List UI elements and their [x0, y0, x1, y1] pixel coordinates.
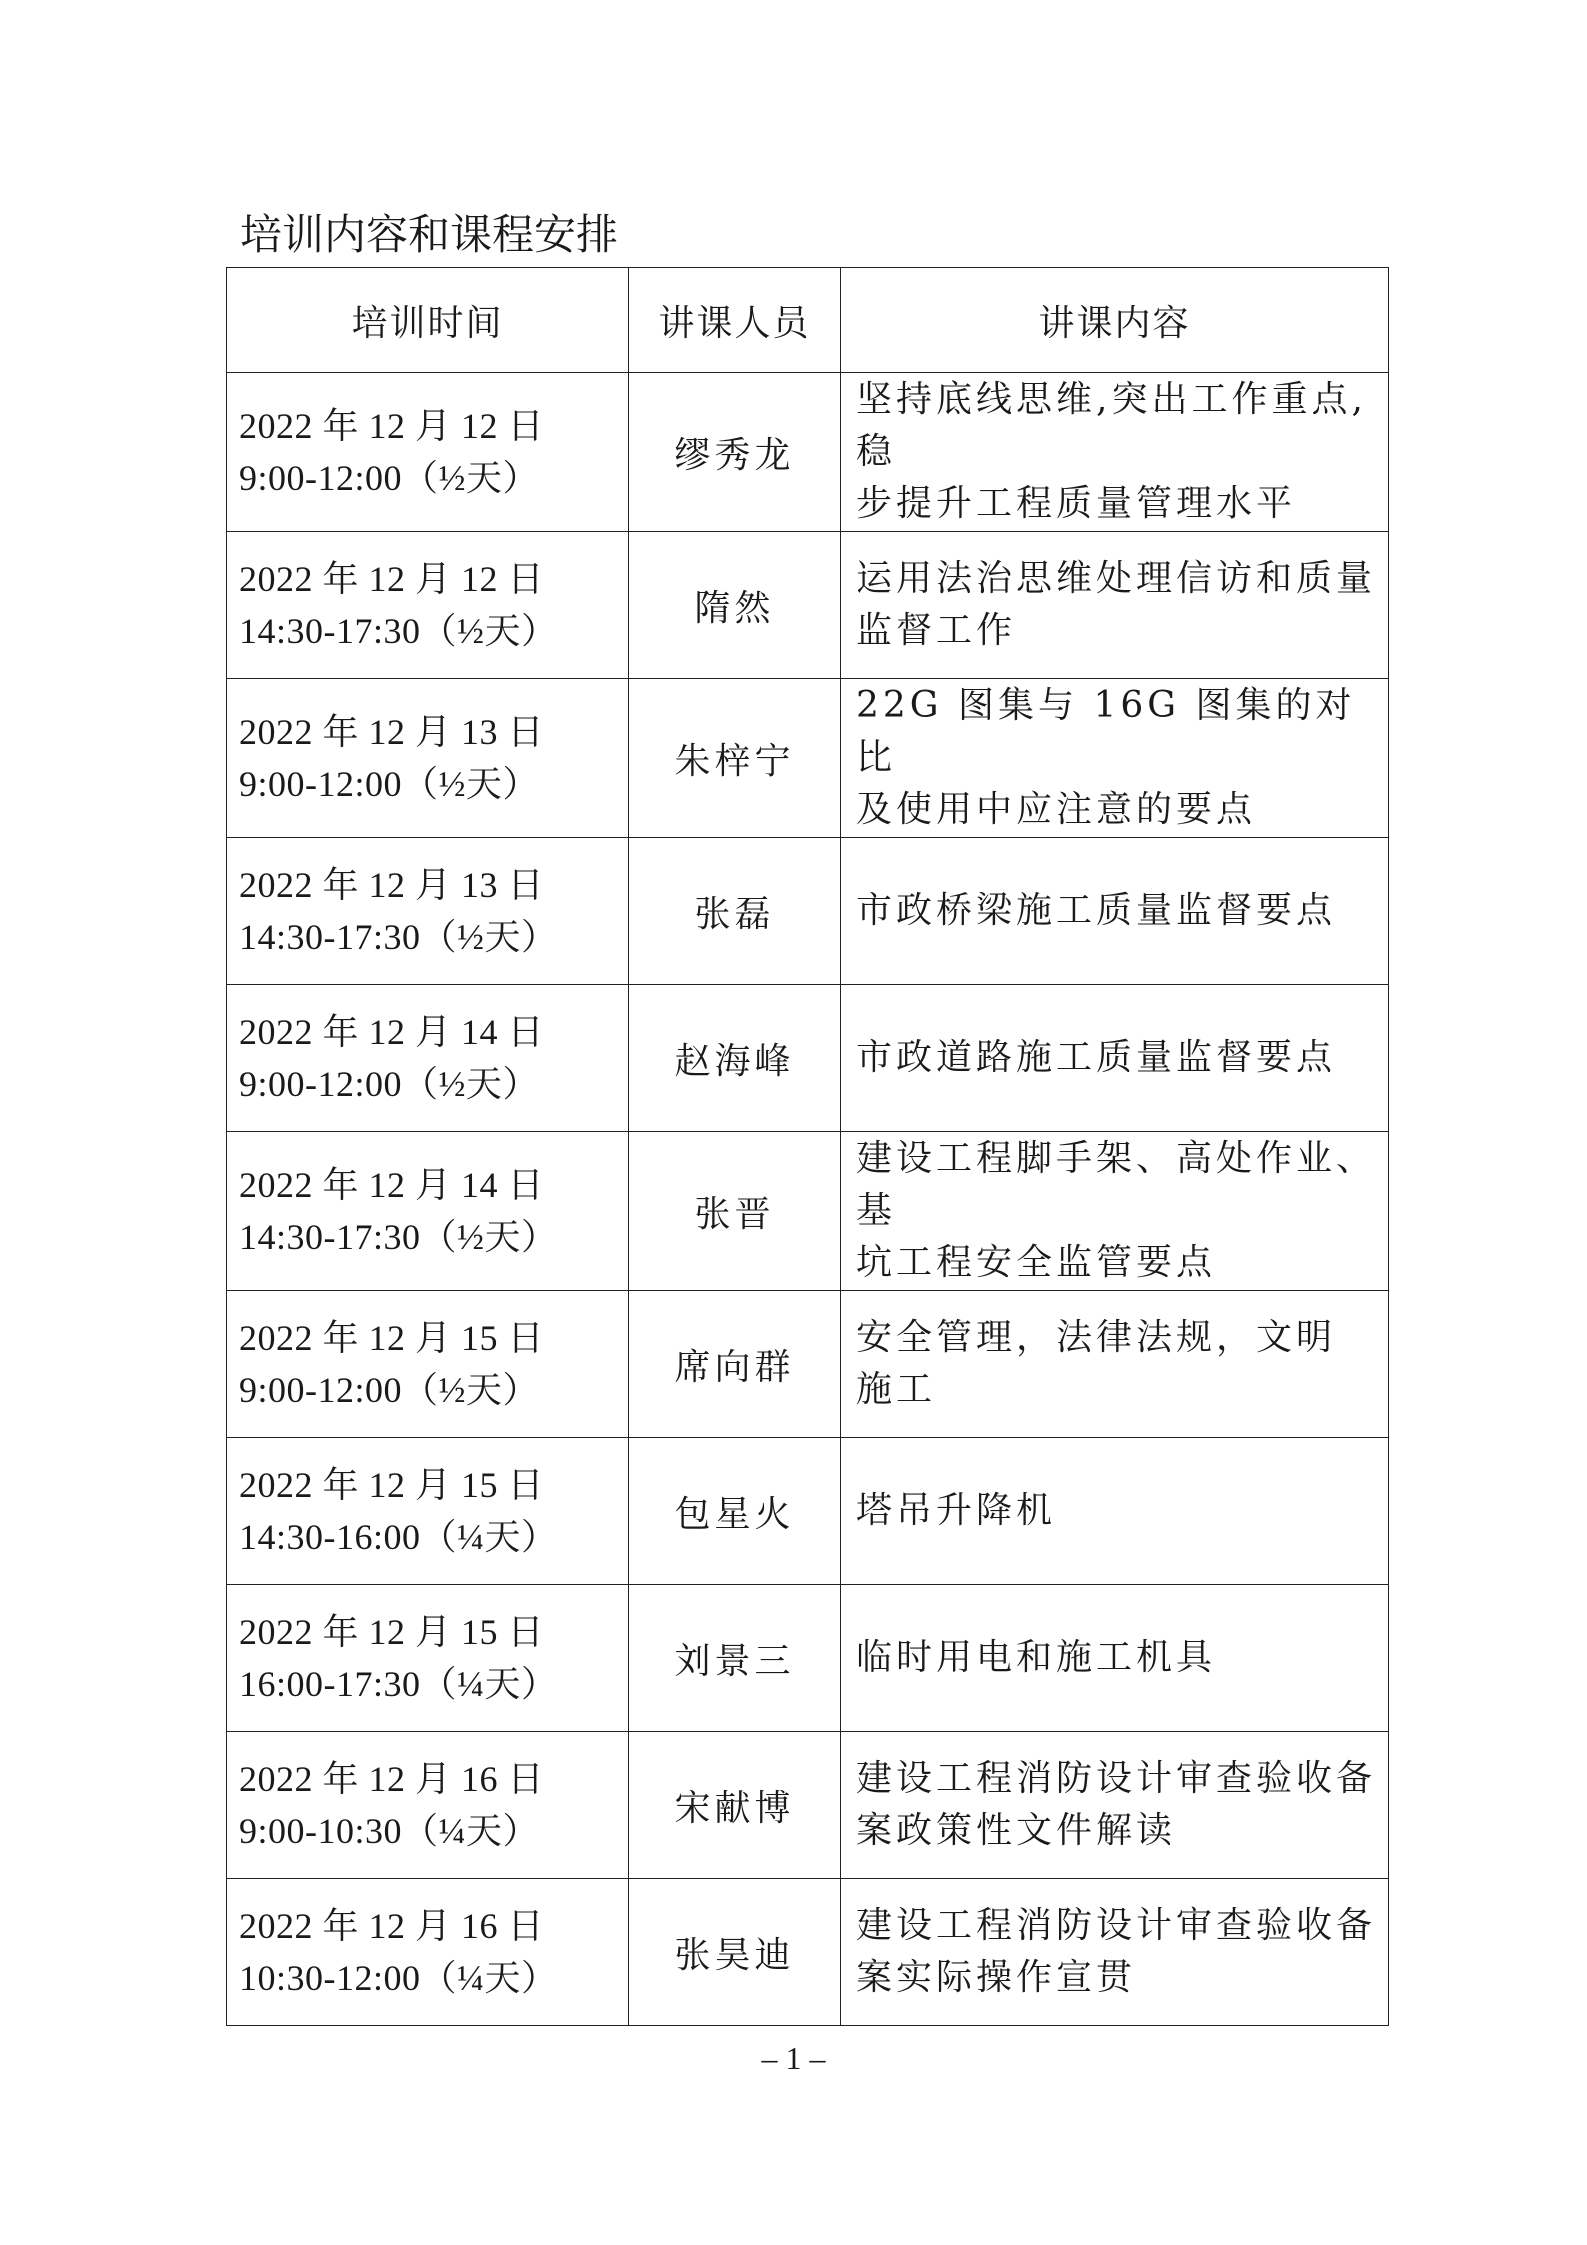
time-cell — [227, 373, 629, 532]
content-line: 22G 图集与 16G 图集的对比 — [856, 685, 1356, 778]
time-cell — [227, 1585, 629, 1732]
content-line: 坚持底线思维,突出工作重点,稳 — [856, 379, 1367, 472]
time-range-text: 9:00-12:00（½天） — [239, 1064, 539, 1104]
time-cell — [227, 532, 629, 679]
lecturer-cell: 席向群 — [629, 1291, 841, 1438]
time-range-text: 14:30-17:30（½天） — [239, 917, 558, 957]
table-row — [227, 1291, 1389, 1438]
time-range-text: 14:30-17:30（½天） — [239, 1217, 558, 1257]
time-cell — [227, 1732, 629, 1879]
content-cell — [841, 373, 1389, 532]
lecturer-cell: 包星火 — [629, 1438, 841, 1585]
table-row — [227, 1585, 1389, 1732]
date-text: 2022 年 12 月 15 日 — [239, 1318, 545, 1358]
date-text: 2022 年 12 月 15 日 — [239, 1612, 545, 1652]
table-row — [227, 985, 1389, 1132]
lecturer-cell: 宋献博 — [629, 1732, 841, 1879]
table-row — [227, 679, 1389, 838]
date-text: 2022 年 12 月 13 日 — [239, 712, 545, 752]
time-cell — [227, 679, 629, 838]
content-line: 市政道路施工质量监督要点 — [856, 1037, 1337, 1078]
content-line: 塔吊升降机 — [856, 1490, 1057, 1531]
time-range-text: 9:00-12:00（½天） — [239, 458, 539, 498]
column-header-time: 培训时间 — [227, 268, 629, 373]
lecturer-cell: 朱梓宁 — [629, 679, 841, 838]
table-row — [227, 373, 1389, 532]
schedule-table — [226, 267, 1389, 2026]
time-cell — [227, 1291, 629, 1438]
time-range-text: 16:00-17:30（¼天） — [239, 1664, 558, 1704]
content-cell — [841, 1879, 1389, 2026]
time-cell — [227, 838, 629, 985]
time-range-text: 14:30-16:00（¼天） — [239, 1517, 558, 1557]
content-line: 案实际操作宣贯 — [856, 1957, 1137, 1998]
time-cell — [227, 1438, 629, 1585]
time-cell — [227, 1132, 629, 1291]
content-line: 案政策性文件解读 — [856, 1810, 1177, 1851]
lecturer-cell: 隋然 — [629, 532, 841, 679]
time-range-text: 14:30-17:30（½天） — [239, 611, 558, 651]
time-range-text: 9:00-12:00（½天） — [239, 1370, 539, 1410]
lecturer-cell: 赵海峰 — [629, 985, 841, 1132]
content-line: 建设工程消防设计审查验收备 — [856, 1905, 1377, 1946]
table-row — [227, 1132, 1389, 1291]
date-text: 2022 年 12 月 12 日 — [239, 559, 545, 599]
content-line: 运用法治思维处理信访和质量 — [856, 558, 1377, 599]
content-cell — [841, 985, 1389, 1132]
content-cell — [841, 1732, 1389, 1879]
date-text: 2022 年 12 月 15 日 — [239, 1465, 545, 1505]
content-line: 安全管理，法律法规，文明 — [856, 1317, 1337, 1358]
page-number: – 1 – — [761, 2040, 826, 2076]
lecturer-cell: 张昊迪 — [629, 1879, 841, 2026]
table-row — [227, 1732, 1389, 1879]
date-text: 2022 年 12 月 16 日 — [239, 1759, 545, 1799]
content-cell — [841, 532, 1389, 679]
table-row — [227, 532, 1389, 679]
table-row — [227, 1879, 1389, 2026]
date-text: 2022 年 12 月 16 日 — [239, 1906, 545, 1946]
date-text: 2022 年 12 月 12 日 — [239, 406, 545, 446]
time-cell — [227, 985, 629, 1132]
content-cell — [841, 679, 1389, 838]
content-line: 建设工程消防设计审查验收备 — [856, 1758, 1377, 1799]
lecturer-cell: 张磊 — [629, 838, 841, 985]
time-range-text: 9:00-10:30（¼天） — [239, 1811, 539, 1851]
content-line: 监督工作 — [856, 610, 1017, 651]
content-cell — [841, 838, 1389, 985]
content-line: 建设工程脚手架、高处作业、基 — [856, 1138, 1377, 1231]
content-line: 及使用中应注意的要点 — [856, 789, 1257, 830]
column-header-lecturer: 讲课人员 — [629, 268, 841, 373]
date-text: 2022 年 12 月 14 日 — [239, 1165, 545, 1205]
time-range-text: 9:00-12:00（½天） — [239, 764, 539, 804]
content-cell — [841, 1438, 1389, 1585]
content-line: 市政桥梁施工质量监督要点 — [856, 890, 1337, 931]
content-line: 施工 — [856, 1369, 937, 1410]
column-header-content: 讲课内容 — [841, 268, 1389, 373]
time-cell — [227, 1879, 629, 2026]
table-header-row — [227, 268, 1389, 373]
content-line: 步提升工程质量管理水平 — [856, 483, 1297, 524]
content-line: 坑工程安全监管要点 — [856, 1242, 1217, 1283]
time-range-text: 10:30-12:00（¼天） — [239, 1958, 558, 1998]
lecturer-cell: 缪秀龙 — [629, 373, 841, 532]
page-title: 培训内容和课程安排 — [240, 210, 619, 259]
content-cell — [841, 1585, 1389, 1732]
table-row — [227, 838, 1389, 985]
lecturer-cell: 刘景三 — [629, 1585, 841, 1732]
table-row — [227, 1438, 1389, 1585]
content-line: 临时用电和施工机具 — [856, 1637, 1217, 1678]
content-cell — [841, 1291, 1389, 1438]
date-text: 2022 年 12 月 14 日 — [239, 1012, 545, 1052]
content-cell — [841, 1132, 1389, 1291]
date-text: 2022 年 12 月 13 日 — [239, 865, 545, 905]
lecturer-cell: 张晋 — [629, 1132, 841, 1291]
